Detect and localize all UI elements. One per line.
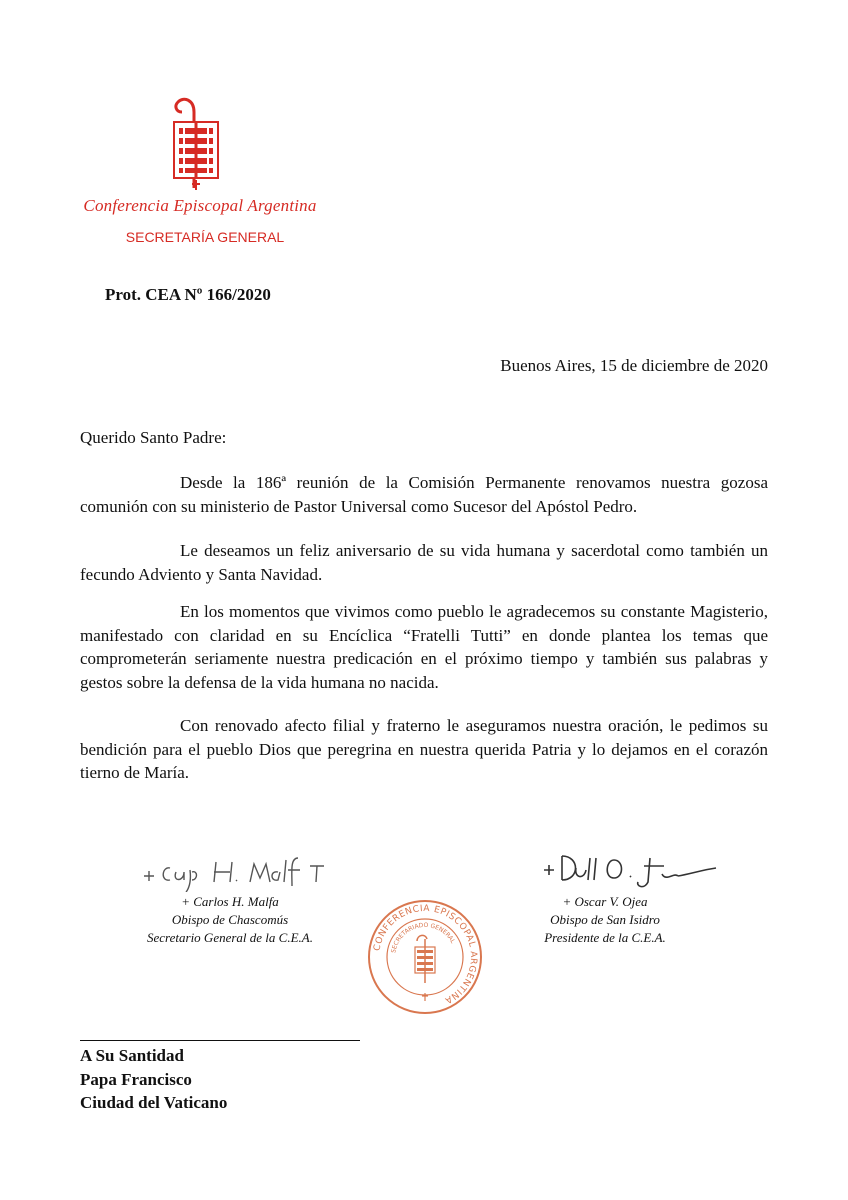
signer-position: Secretario General de la C.E.A. <box>147 930 313 945</box>
signer-role: Obispo de Chascomús <box>171 912 289 927</box>
body-paragraph: Con renovado afecto filial y fraterno le aseguramos nuestra oración, le pedimos su bendición para el pueblo Dios que peregrina en nuestra querida Patria y lo dejamos en el corazón tierno de María. <box>80 716 768 782</box>
body-paragraph: En los momentos que vivimos como pueblo le agradecemos su constante Magisterio, manifestado con claridad en su Encíclica “Fratelli Tutti” en donde plantea los temas que comprometerán seriamente nuestra predicación en el próximo tiempo y también sus palabras y gestos sobre la defensa de la vida humana no nacida. <box>80 602 768 692</box>
svg-text:CONFERENCIA EPISCOPAL ARGENTIN: CONFERENCIA EPISCOPAL ARGENTINA <box>372 903 479 1006</box>
signer-position: Presidente de la C.E.A. <box>544 930 666 945</box>
recipient-line: A Su Santidad <box>80 1046 184 1065</box>
handwritten-signature-right <box>540 848 720 892</box>
recipient-line: Papa Francisco <box>80 1069 192 1089</box>
signer-right <box>500 893 710 947</box>
official-seal-stamp <box>365 897 485 1017</box>
crozier-cross-logo-icon <box>160 92 232 192</box>
separator-line <box>80 1040 360 1041</box>
protocol-number: Prot. CEA Nº 166/2020 <box>105 285 271 304</box>
date-line: Buenos Aires, 15 de diciembre de 2020 <box>500 356 768 375</box>
signer-role: Obispo de San Isidro <box>550 912 660 927</box>
body-paragraph: Le deseamos un feliz aniversario de su vida humana y sacerdotal como también un fecundo Adviento y Santa Navidad. <box>80 541 768 584</box>
body-paragraph: Desde la 186ª reunión de la Comisión Permanente renovamos nuestra gozosa comunión con su ministerio de Pastor Universal como Sucesor del Apóstol Pedro. <box>80 473 768 516</box>
signer-left <box>120 893 340 947</box>
organization-name: Conferencia Episcopal Argentina <box>83 196 317 215</box>
signer-name: + Oscar V. Ojea <box>562 894 648 909</box>
recipient-address <box>80 1044 227 1115</box>
svg-text:SECRETARIADO GENERAL: SECRETARIADO GENERAL <box>390 921 457 954</box>
handwritten-signature-left <box>140 852 340 892</box>
recipient-line: Ciudad del Vaticano <box>80 1093 228 1112</box>
salutation: Querido Santo Padre: <box>80 428 227 447</box>
signer-name: + Carlos H. Malfa <box>181 894 279 909</box>
office-name: SECRETARÍA GENERAL <box>125 229 285 245</box>
